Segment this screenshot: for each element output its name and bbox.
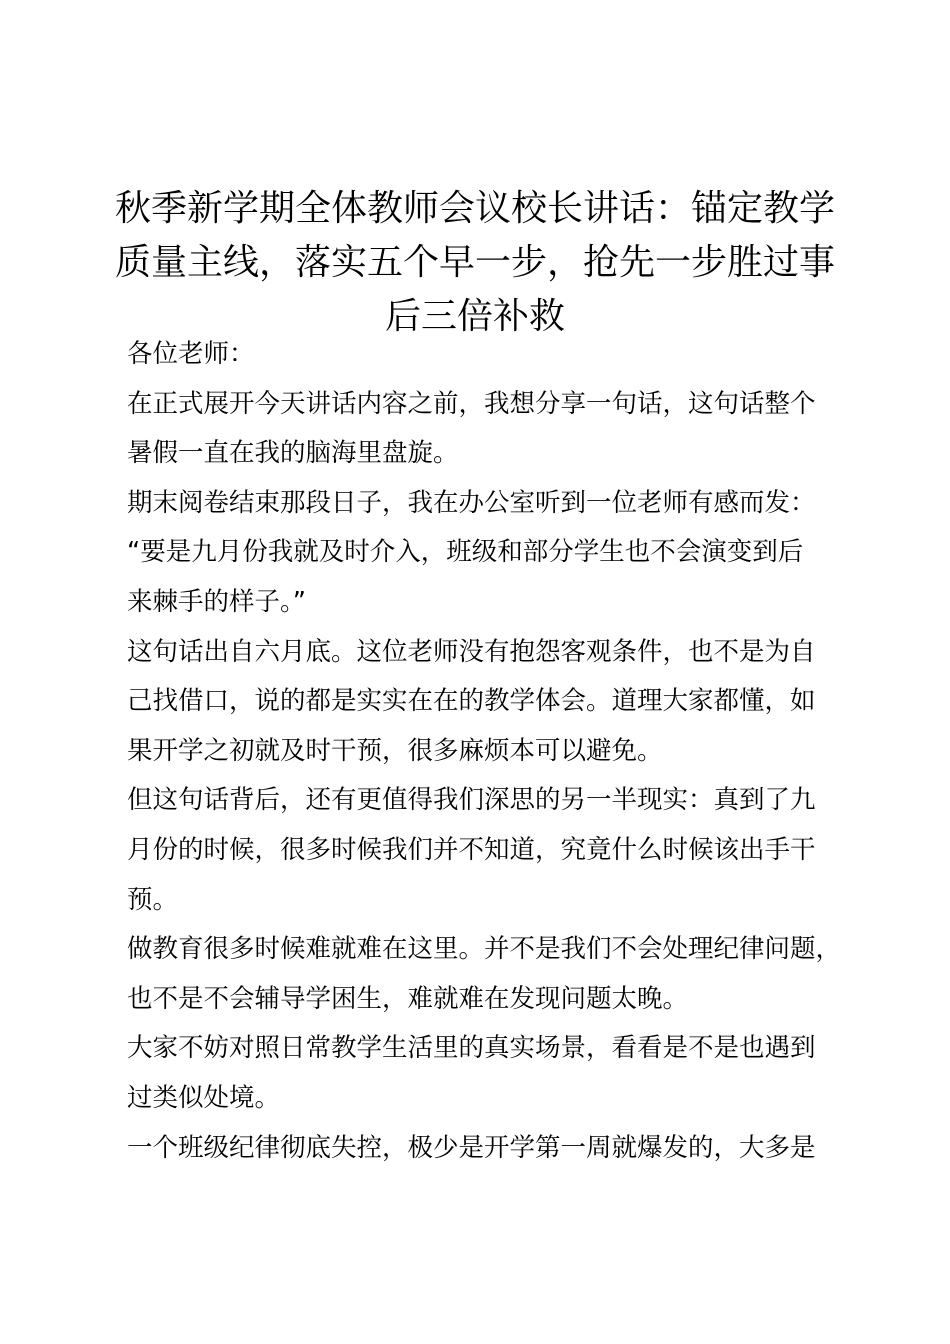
body-line: 在正式展开今天讲话内容之前，我想分享一句话，这句话整个 [127,388,816,419]
body-line: 期末阅卷结束那段日子，我在办公室听到一位老师有感而发： [127,487,816,518]
body-line: 来棘手的样子。” [127,586,306,617]
body-line: 但这句话背后，还有更值得我们深思的另一半现实：真到了九 [127,785,816,816]
document-body [127,330,847,1173]
body-line: 这句话出自六月底。这位老师没有抱怨客观条件，也不是为自 [127,636,816,667]
salutation: 各位老师： [127,339,255,369]
body-line: 过类似处境。 [127,1082,281,1113]
title-line: 质量主线，落实五个早一步，抢先一步胜过事 [114,242,835,283]
body-line: 也不是不会辅导学困生，难就难在发现问题太晚。 [127,983,689,1014]
body-line: 一个班级纪律彻底失控，极少是开学第一周就爆发的，大多是 [127,1132,816,1163]
body-line: “要是九月份我就及时介入，班级和部分学生也不会演变到后 [127,537,804,568]
body-line: 预。 [127,884,179,915]
body-line: 月份的时候，很多时候我们并不知道，究竟什么时候该出手干 [127,834,816,865]
title-line: 秋季新学期全体教师会议校长讲话：锚定教学 [114,188,835,229]
body-line: 果开学之初就及时干预，很多麻烦本可以避免。 [127,735,663,766]
body-line: 暑假一直在我的脑海里盘旋。 [127,438,459,469]
title-line: 后三倍补救 [384,296,565,337]
body-line: 大家不妨对照日常教学生活里的真实场景，看看是不是也遇到 [127,1033,816,1064]
body-line: 己找借口，说的都是实实在在的教学体会。道理大家都懂，如 [127,686,816,717]
document-title [110,182,840,344]
body-line: 做教育很多时候难就难在这里。并不是我们不会处理纪律问题， [127,934,842,965]
